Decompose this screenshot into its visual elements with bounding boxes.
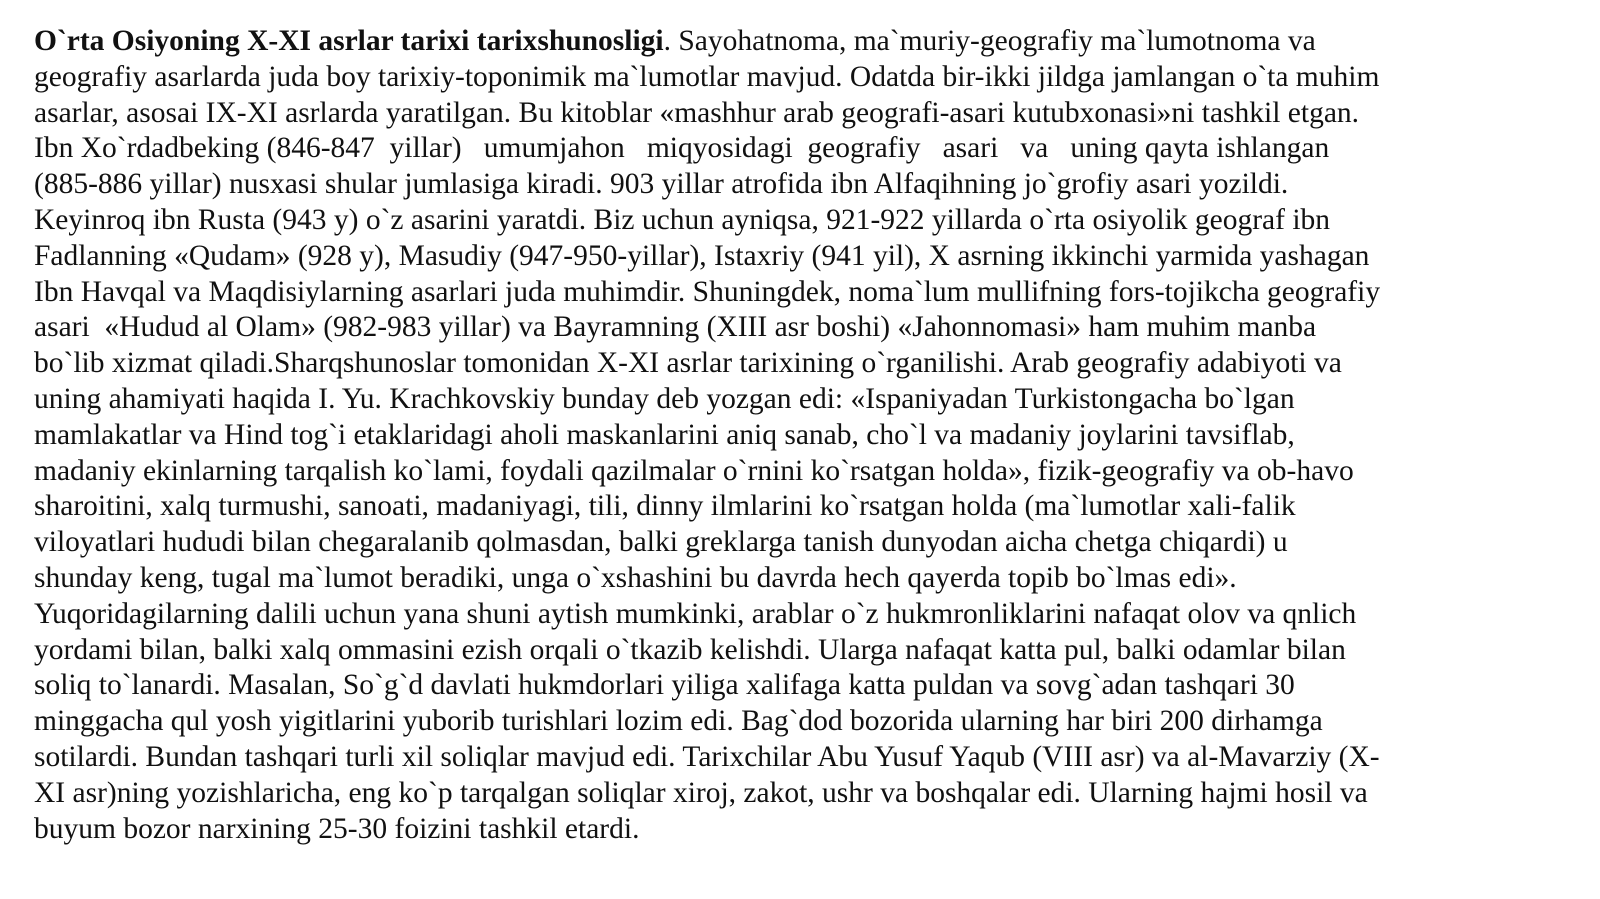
paragraph-line: asarlar, asosai IX-XI asrlarda yaratilgan. Bu kitoblar «mashhur arab geografi-asari kutubxonasi»ni tashkil etgan. — [34, 96, 1360, 129]
paragraph-line: yordami bilan, balki xalq ommasini ezish orqali o`tkazib kelishdi. Ularga nafaqat katta pul, balki odamlar bilan — [34, 633, 1346, 666]
paragraph-line: sharoitini, xalq turmushi, sanoati, madaniyagi, tili, dinny ilmlarini ko`rsatgan holda (ma`lumotlar xali-falik — [34, 490, 1296, 523]
paragraph-line: minggacha qul yosh yigitlarini yuborib turishlari lozim edi. Bag`dod bozorida ularning har biri 200 dirhamga — [34, 705, 1323, 738]
paragraph-line: (885-886 yillar) nusxasi shular jumlasiga kiradi. 903 yillar atrofida ibn Alfaqihning jo`grofiy asari yozildi. — [34, 168, 1289, 201]
paragraph-line: Ibn Havqal va Maqdisiylarning asarlari juda muhimdir. Shuningdek, noma`lum mullifning fors-tojikcha geografiy — [34, 275, 1381, 308]
section-heading: O`rta Osiyoning X-XI asrlar tarixi tarixshunosligi — [34, 25, 664, 57]
paragraph-line: sotilardi. Bundan tashqari turli xil soliqlar mavjud edi. Tarixchilar Abu Yusuf Yaqub (VIII asr) va al-Mavarziy (X- — [34, 740, 1380, 773]
paragraph-line — [34, 24, 1574, 60]
paragraph-line: Keyinroq ibn Rusta (943 y) o`z asarini yaratdi. Biz uchun ayniqsa, 921-922 yillarda o`rta osiyolik geograf ibn — [34, 203, 1331, 236]
paragraph-line: Ibn Xo`rdadbeking (846-847 yillar) umumjahon miqyosidagi geografiy asari va uning qayta ishlangan — [34, 132, 1330, 165]
paragraph-line: soliq to`lanardi. Masalan, So`g`d davlati hukmdorlari yiliga xalifaga katta puldan va sovg`adan tashqari 30 — [34, 669, 1295, 702]
paragraph-line: mamlakatlar va Hind tog`i etaklaridagi aholi maskanlarini aniq sanab, cho`l va madaniy joylarini tavsiflab, — [34, 418, 1295, 451]
paragraph-line: asari «Hudud al Olam» (982-983 yillar) va Bayramning (XIII asr boshi) «Jahonnomasi» ham muhim manba — [34, 311, 1317, 344]
paragraph-line: viloyatlari hududi bilan chegaralanib qolmasdan, balki greklarga tanish dunyodan aicha chetga chiqardi) u — [34, 526, 1288, 559]
paragraph-line-text: . Sayohatnoma, ma`muriy-geografiy ma`lumotnoma va — [663, 25, 1316, 57]
paragraph-line: shunday keng, tugal ma`lumot beradiki, unga o`xshashini bu davrda hech qayerda topib bo`lmas edi». — [34, 561, 1237, 594]
paragraph-line: buyum bozor narxining 25-30 foizini tashkil etardi. — [34, 812, 640, 845]
paragraph-line: bo`lib xizmat qiladi.Sharqshunoslar tomonidan X-XI asrlar tarixining o`rganilishi. Arab geografiy adabiyoti va — [34, 347, 1342, 380]
paragraph-line: geografiy asarlarda juda boy tarixiy-toponimik ma`lumotlar mavjud. Odatda bir-ikki jildga jamlangan o`ta muhim — [34, 60, 1380, 93]
paragraph-line: XI asr)ning yozishlaricha, eng ko`p tarqalgan soliqlar xiroj, zakot, ushr va boshqalar edi. Ularning hajmi hosil va — [34, 776, 1368, 809]
paragraph-line: Fadlanning «Qudam» (928 y), Masudiy (947-950-yillar), Istaxriy (941 yil), X asrning ikkinchi yarmida yashagan — [34, 239, 1370, 272]
paragraph-line: madaniy ekinlarning tarqalish ko`lami, foydali qazilmalar o`rnini ko`rsatgan holda», fizik-geografiy va ob-havo — [34, 454, 1354, 487]
paragraph-line: Yuqoridagilarning dalili uchun yana shuni aytish mumkinki, arablar o`z hukmronliklarini nafaqat olov va qnlich — [34, 597, 1357, 630]
document-body — [34, 24, 1574, 847]
paragraph-line: uning ahamiyati haqida I. Yu. Krachkovskiy bunday deb yozgan edi: «Ispaniyadan Turkistongacha bo`lgan — [34, 382, 1295, 415]
